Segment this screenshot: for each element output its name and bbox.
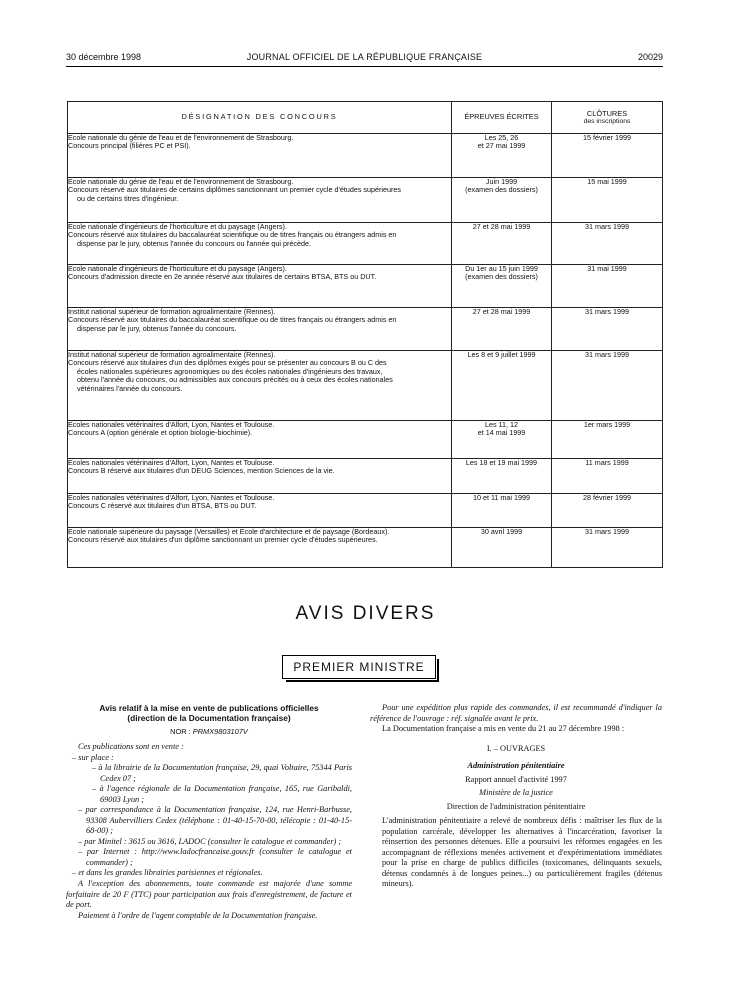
notice-title-line2: (direction de la Documentation française): [127, 713, 291, 724]
designation-line: dispense par le jury, obtenus l'année du concours.: [77, 323, 237, 333]
row-designation: [68, 178, 452, 223]
header-epreuves: ÉPREUVES ÉCRITES: [452, 102, 552, 134]
row-designation: [68, 528, 452, 568]
epreuves-line: 27 et 28 mai 1999: [472, 307, 531, 316]
row-cloture: 15 mai 1999: [552, 178, 663, 223]
row-epreuves: [452, 308, 552, 351]
row-epreuves: [452, 134, 552, 178]
header-rule: [66, 66, 663, 67]
epreuves-line: (examen des dossiers): [465, 185, 538, 195]
designation-line: ou de certains titres d'ingénieur.: [77, 193, 179, 203]
table-row: [68, 528, 663, 568]
header-designation: DÉSIGNATION DES CONCOURS: [68, 102, 452, 134]
designation-line: Ecole nationale d'ingénieurs de l'horticulture et du paysage (Angers).: [68, 264, 287, 273]
table-row: [68, 351, 663, 421]
ministry-box: [282, 655, 436, 679]
header-date: 30 décembre 1998: [66, 52, 142, 62]
list-item-minitel: – par Minitel : 3615 ou 3616, LADOC (consulter le catalogue et commander) ;: [78, 836, 342, 846]
row-designation: [68, 351, 452, 421]
row-cloture: 31 mars 1999: [552, 351, 663, 421]
table-row: [68, 494, 663, 528]
row-designation: [68, 134, 452, 178]
nor-code: PRMX9803107V: [192, 726, 248, 736]
row-cloture: 28 février 1999: [552, 494, 663, 528]
notice-title-line1: Avis relatif à la mise en vente de publications officielles: [99, 703, 319, 713]
row-cloture: 11 mars 1999: [552, 459, 663, 494]
row-designation: [68, 223, 452, 265]
list-item-agence: – à l'agence régionale de la Documentation française, 165, rue Garibaldi, 69003 Lyon ;: [92, 784, 352, 804]
paragraph-mise-en-vente: La Documentation française a mis en vente du 21 au 27 décembre 1998 :: [382, 724, 625, 734]
table-row: [68, 265, 663, 308]
row-designation: [68, 265, 452, 308]
epreuves-line: 27 et 28 mai 1999: [472, 222, 531, 231]
designation-line: Concours réservé aux titulaires du baccalauréat scientifique ou de titres français ou étrangers admis en: [68, 230, 397, 240]
epreuves-line: et 14 mai 1999: [477, 428, 526, 438]
list-item-internet: – par Internet : http://www.ladocfrancaise.gouv.fr (consulter le catalogue et commander) ;: [78, 847, 352, 867]
paragraph-paiement: Paiement à l'ordre de l'agent comptable de la Documentation française.: [78, 910, 318, 920]
epreuves-line: et 27 mai 1999: [477, 141, 526, 151]
report-title: Rapport annuel d'activité 1997: [465, 774, 567, 784]
header-page-number: 20029: [637, 52, 663, 62]
administration-heading: Administration pénitentiaire: [467, 761, 565, 771]
designation-line: Ecole nationale du génie de l'eau et de l'environnement de Strasbourg.: [68, 177, 294, 186]
row-cloture: 1er mars 1999: [552, 421, 663, 459]
table-row: [68, 459, 663, 494]
epreuves-line: Du 1er au 15 juin 1999: [465, 264, 538, 273]
table-row: [68, 223, 663, 265]
epreuves-line: 30 avril 1999: [480, 527, 523, 536]
row-designation: [68, 494, 452, 528]
designation-line: Ecole nationale supérieure du paysage (Versailles) et Ecole d'architecture et de paysage (Bordeaux).: [68, 527, 390, 536]
page-header: [66, 52, 663, 66]
concours-table: [67, 101, 663, 568]
row-cloture: 31 mai 1999: [552, 265, 663, 308]
notice-title: [66, 703, 352, 724]
designation-line: Concours A (option générale et option biologie-biochimie).: [68, 428, 253, 438]
designation-line: obtenu l'année du concours, ou admissibles aux concours précités ou à ceux des écoles nationales: [77, 375, 393, 385]
designation-line: Ecoles nationales vétérinaires d'Alfort, Lyon, Nantes et Toulouse.: [68, 458, 275, 467]
designation-line: vétérinaires l'année du concours.: [77, 383, 183, 393]
paragraph-abonnements: A l'exception des abonnements, toute commande est majorée d'une somme forfaitaire de 20 F (TTC) pour participation aux frais d'enregistrement, de facture et de port.: [66, 879, 352, 910]
designation-line: Ecole nationale d'ingénieurs de l'horticulture et du paysage (Angers).: [68, 222, 287, 231]
epreuves-line: Les 25, 26: [484, 133, 519, 142]
avis-divers-title: AVIS DIVERS: [295, 603, 436, 624]
header-journal-title: JOURNAL OFFICIEL DE LA RÉPUBLIQUE FRANÇAISE: [246, 52, 483, 62]
list-item-correspondance: – par correspondance à la Documentation française, 124, rue Henri-Barbusse, 93308 Aubervilliers Cedex (téléphone : 01-40-15-70-00, télécopie : 01-40-15-68-00) ;: [78, 805, 352, 836]
row-epreuves: [452, 459, 552, 494]
designation-line: dispense par le jury, obtenus l'année du concours ou l'année qui précède.: [77, 238, 311, 248]
designation-line: Concours réservé aux titulaires d'un des diplômes exigés pour se présenter au concours B ou C des: [68, 358, 387, 368]
paragraph-expedition: Pour une expédition plus rapide des commandes, il est recommandé d'indiquer la référence de l'ouvrage : réf. signalée avant le prix.: [370, 703, 662, 723]
designation-line: Ecoles nationales vétérinaires d'Alfort, Lyon, Nantes et Toulouse.: [68, 420, 275, 429]
designation-line: Concours principal (filières PC et PSI).: [68, 141, 191, 151]
header-clotures-label: CLÔTURES: [586, 109, 628, 119]
notice-left-column: [66, 703, 352, 921]
epreuves-line: Les 11, 12: [484, 420, 519, 429]
row-cloture: 31 mars 1999: [552, 308, 663, 351]
epreuves-line: 10 et 11 mai 1999: [472, 493, 530, 502]
table-row: [68, 308, 663, 351]
nor-reference: [66, 727, 352, 736]
epreuves-line: Les 8 et 9 juillet 1999: [467, 350, 536, 359]
notice-right-column: [370, 703, 662, 890]
row-designation: [68, 308, 452, 351]
designation-line: écoles nationales supérieures agronomiques ou des écoles nationales d'ingénieurs des travaux,: [77, 366, 383, 376]
designation-line: Concours réservé aux titulaires de certains diplômes sanctionnant un premier cycle d'études supérieures: [68, 185, 401, 195]
row-epreuves: [452, 528, 552, 568]
row-epreuves: [452, 351, 552, 421]
row-cloture: 15 février 1999: [552, 134, 663, 178]
designation-line: Concours d'admission directe en 2e année réservé aux titulaires de certains BTSA, BTS ou DUT.: [68, 272, 377, 282]
row-cloture: 31 mars 1999: [552, 528, 663, 568]
row-epreuves: [452, 265, 552, 308]
designation-line: Concours B réservé aux titulaires d'un DEUG Sciences, mention Sciences de la vie.: [68, 466, 335, 476]
row-designation: [68, 421, 452, 459]
list-item-librairie: – à la librairie de la Documentation française, 29, quai Voltaire, 75344 Paris Cedex 07 ;: [92, 763, 352, 783]
designation-line: Institut national supérieur de formation agroalimentaire (Rennes).: [68, 350, 276, 359]
ministry-box-label: PREMIER MINISTRE: [293, 660, 425, 674]
report-body: L'administration pénitentiaire a relevé de nombreux défis : maîtriser les flux de la population carcérale, développer les alternatives à l'incarcération, favoriser la réinsertion des personnes détenues. Elle a poursuivi les réformes engagées en les accompagnant de réflexions menées activement et d'expérimentations immédiates pour la prise en charge de publics difficiles (toxicomanes, délinquants sexuels, détenus condamnés à de longues peines...) ou particulièrement fragiles (détenus mineurs).: [382, 816, 662, 889]
report-ministry: Ministère de la justice: [479, 788, 553, 798]
section-heading: I. – OUVRAGES: [486, 743, 546, 753]
row-epreuves: [452, 178, 552, 223]
table-row: [68, 178, 663, 223]
notice-intro: Ces publications sont en vente :: [78, 742, 184, 752]
nor-label: NOR :: [170, 726, 191, 736]
report-direction: Direction de l'administration pénitentiaire: [446, 801, 586, 811]
list-item-sur-place: – sur place :: [72, 752, 114, 762]
epreuves-line: (examen des dossiers): [465, 272, 538, 282]
row-cloture: 31 mars 1999: [552, 223, 663, 265]
row-epreuves: [452, 421, 552, 459]
designation-line: Concours réservé aux titulaires d'un diplôme sanctionnant un premier cycle d'études supérieures.: [68, 535, 378, 545]
table-header-row: [68, 102, 663, 134]
header-clotures: [552, 102, 663, 134]
row-epreuves: [452, 223, 552, 265]
designation-line: Concours réservé aux titulaires du baccalauréat scientifique ou de titres français ou étrangers admis en: [68, 315, 397, 325]
designation-line: Institut national supérieur de formation agroalimentaire (Rennes).: [68, 307, 276, 316]
row-epreuves: [452, 494, 552, 528]
designation-line: Ecoles nationales vétérinaires d'Alfort, Lyon, Nantes et Toulouse.: [68, 493, 275, 502]
row-designation: [68, 459, 452, 494]
table-row: [68, 421, 663, 459]
epreuves-line: Les 18 et 19 mai 1999: [465, 458, 538, 467]
header-clotures-sub: des inscriptions: [583, 117, 631, 125]
list-item-librairies: – et dans les grandes librairies parisiennes et régionales.: [72, 868, 263, 878]
designation-line: Ecole nationale du génie de l'eau et de l'environnement de Strasbourg.: [68, 133, 294, 142]
epreuves-line: Juin 1999: [485, 177, 518, 186]
designation-line: Concours C réservé aux titulaires d'un BTSA, BTS ou DUT.: [68, 501, 257, 511]
table-row: [68, 134, 663, 178]
